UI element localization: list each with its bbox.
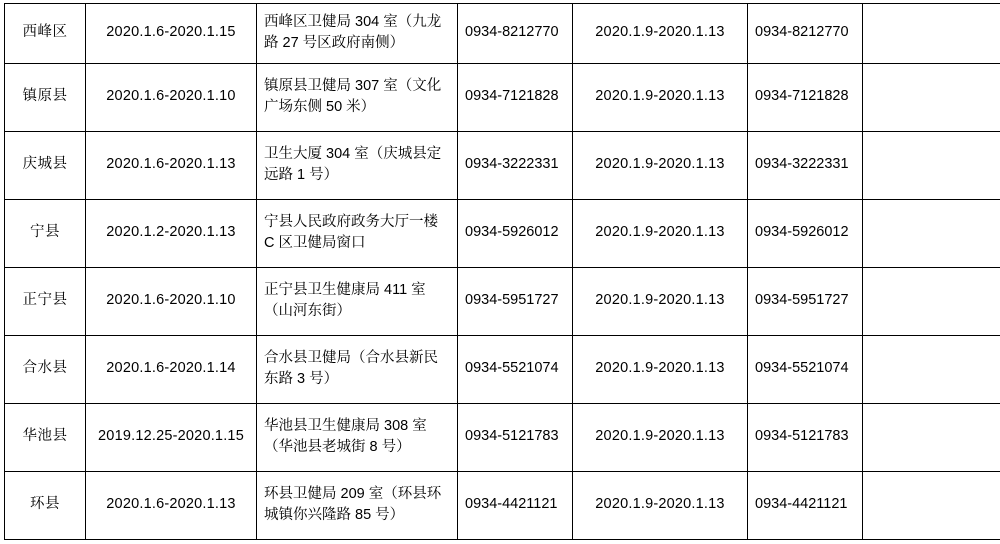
cell-address: 合水县卫健局（合水县新民东路 3 号） xyxy=(257,336,458,404)
cell-phone-first: 0934-3222331 xyxy=(458,132,573,200)
table-body xyxy=(5,4,1000,540)
cell-notes xyxy=(863,132,1000,200)
cell-region: 庆城县 xyxy=(5,132,86,200)
cell-address: 华池县卫生健康局 308 室（华池县老城街 8 号） xyxy=(257,404,458,472)
cell-address: 宁县人民政府政务大厅一楼 C 区卫健局窗口 xyxy=(257,200,458,268)
cell-region: 华池县 xyxy=(5,404,86,472)
cell-phone-second: 0934-5951727 xyxy=(748,268,863,336)
cell-region: 宁县 xyxy=(5,200,86,268)
cell-phone-first: 0934-8212770 xyxy=(458,4,573,64)
table-row xyxy=(5,268,1000,336)
cell-notes xyxy=(863,336,1000,404)
table-row xyxy=(5,132,1000,200)
cell-notes xyxy=(863,200,1000,268)
cell-period-second: 2020.1.9-2020.1.13 xyxy=(573,4,748,64)
table-row xyxy=(5,472,1000,540)
cell-region: 正宁县 xyxy=(5,268,86,336)
cell-period-second: 2020.1.9-2020.1.13 xyxy=(573,132,748,200)
cell-phone-first: 0934-5951727 xyxy=(458,268,573,336)
cell-period-second: 2020.1.9-2020.1.13 xyxy=(573,404,748,472)
cell-notes xyxy=(863,472,1000,540)
cell-period-first: 2020.1.6-2020.1.13 xyxy=(86,132,257,200)
cell-period-second: 2020.1.9-2020.1.13 xyxy=(573,64,748,132)
cell-region: 环县 xyxy=(5,472,86,540)
cell-period-first: 2020.1.6-2020.1.15 xyxy=(86,4,257,64)
cell-notes xyxy=(863,4,1000,64)
cell-period-second: 2020.1.9-2020.1.13 xyxy=(573,268,748,336)
document-page xyxy=(0,3,1000,544)
cell-phone-second: 0934-5521074 xyxy=(748,336,863,404)
cell-phone-first: 0934-5121783 xyxy=(458,404,573,472)
cell-period-second: 2020.1.9-2020.1.13 xyxy=(573,200,748,268)
cell-phone-second: 0934-5121783 xyxy=(748,404,863,472)
cell-region: 镇原县 xyxy=(5,64,86,132)
cell-phone-first: 0934-5521074 xyxy=(458,336,573,404)
cell-phone-first: 0934-4421121 xyxy=(458,472,573,540)
cell-address: 环县卫健局 209 室（环县环城镇你兴隆路 85 号） xyxy=(257,472,458,540)
cell-phone-second: 0934-8212770 xyxy=(748,4,863,64)
cell-notes xyxy=(863,404,1000,472)
cell-period-first: 2019.12.25-2020.1.15 xyxy=(86,404,257,472)
cell-phone-second: 0934-3222331 xyxy=(748,132,863,200)
cell-period-first: 2020.1.6-2020.1.10 xyxy=(86,64,257,132)
cell-notes xyxy=(863,268,1000,336)
cell-phone-second: 0934-4421121 xyxy=(748,472,863,540)
cell-period-first: 2020.1.6-2020.1.10 xyxy=(86,268,257,336)
cell-address: 正宁县卫生健康局 411 室（山河东街） xyxy=(257,268,458,336)
cell-period-first: 2020.1.6-2020.1.13 xyxy=(86,472,257,540)
cell-phone-second: 0934-5926012 xyxy=(748,200,863,268)
cell-phone-first: 0934-7121828 xyxy=(458,64,573,132)
table-row xyxy=(5,64,1000,132)
cell-period-second: 2020.1.9-2020.1.13 xyxy=(573,336,748,404)
cell-region: 合水县 xyxy=(5,336,86,404)
cell-period-first: 2020.1.2-2020.1.13 xyxy=(86,200,257,268)
cell-period-second: 2020.1.9-2020.1.13 xyxy=(573,472,748,540)
cell-address: 卫生大厦 304 室（庆城县定远路 1 号） xyxy=(257,132,458,200)
cell-period-first: 2020.1.6-2020.1.14 xyxy=(86,336,257,404)
table-row xyxy=(5,336,1000,404)
table-row xyxy=(5,404,1000,472)
table-row xyxy=(5,200,1000,268)
cell-phone-first: 0934-5926012 xyxy=(458,200,573,268)
cell-region: 西峰区 xyxy=(5,4,86,64)
contact-schedule-table xyxy=(4,3,1000,540)
table-row xyxy=(5,4,1000,64)
cell-address: 西峰区卫健局 304 室（九龙路 27 号区政府南侧） xyxy=(257,4,458,64)
cell-address: 镇原县卫健局 307 室（文化广场东侧 50 米） xyxy=(257,64,458,132)
cell-phone-second: 0934-7121828 xyxy=(748,64,863,132)
cell-notes xyxy=(863,64,1000,132)
